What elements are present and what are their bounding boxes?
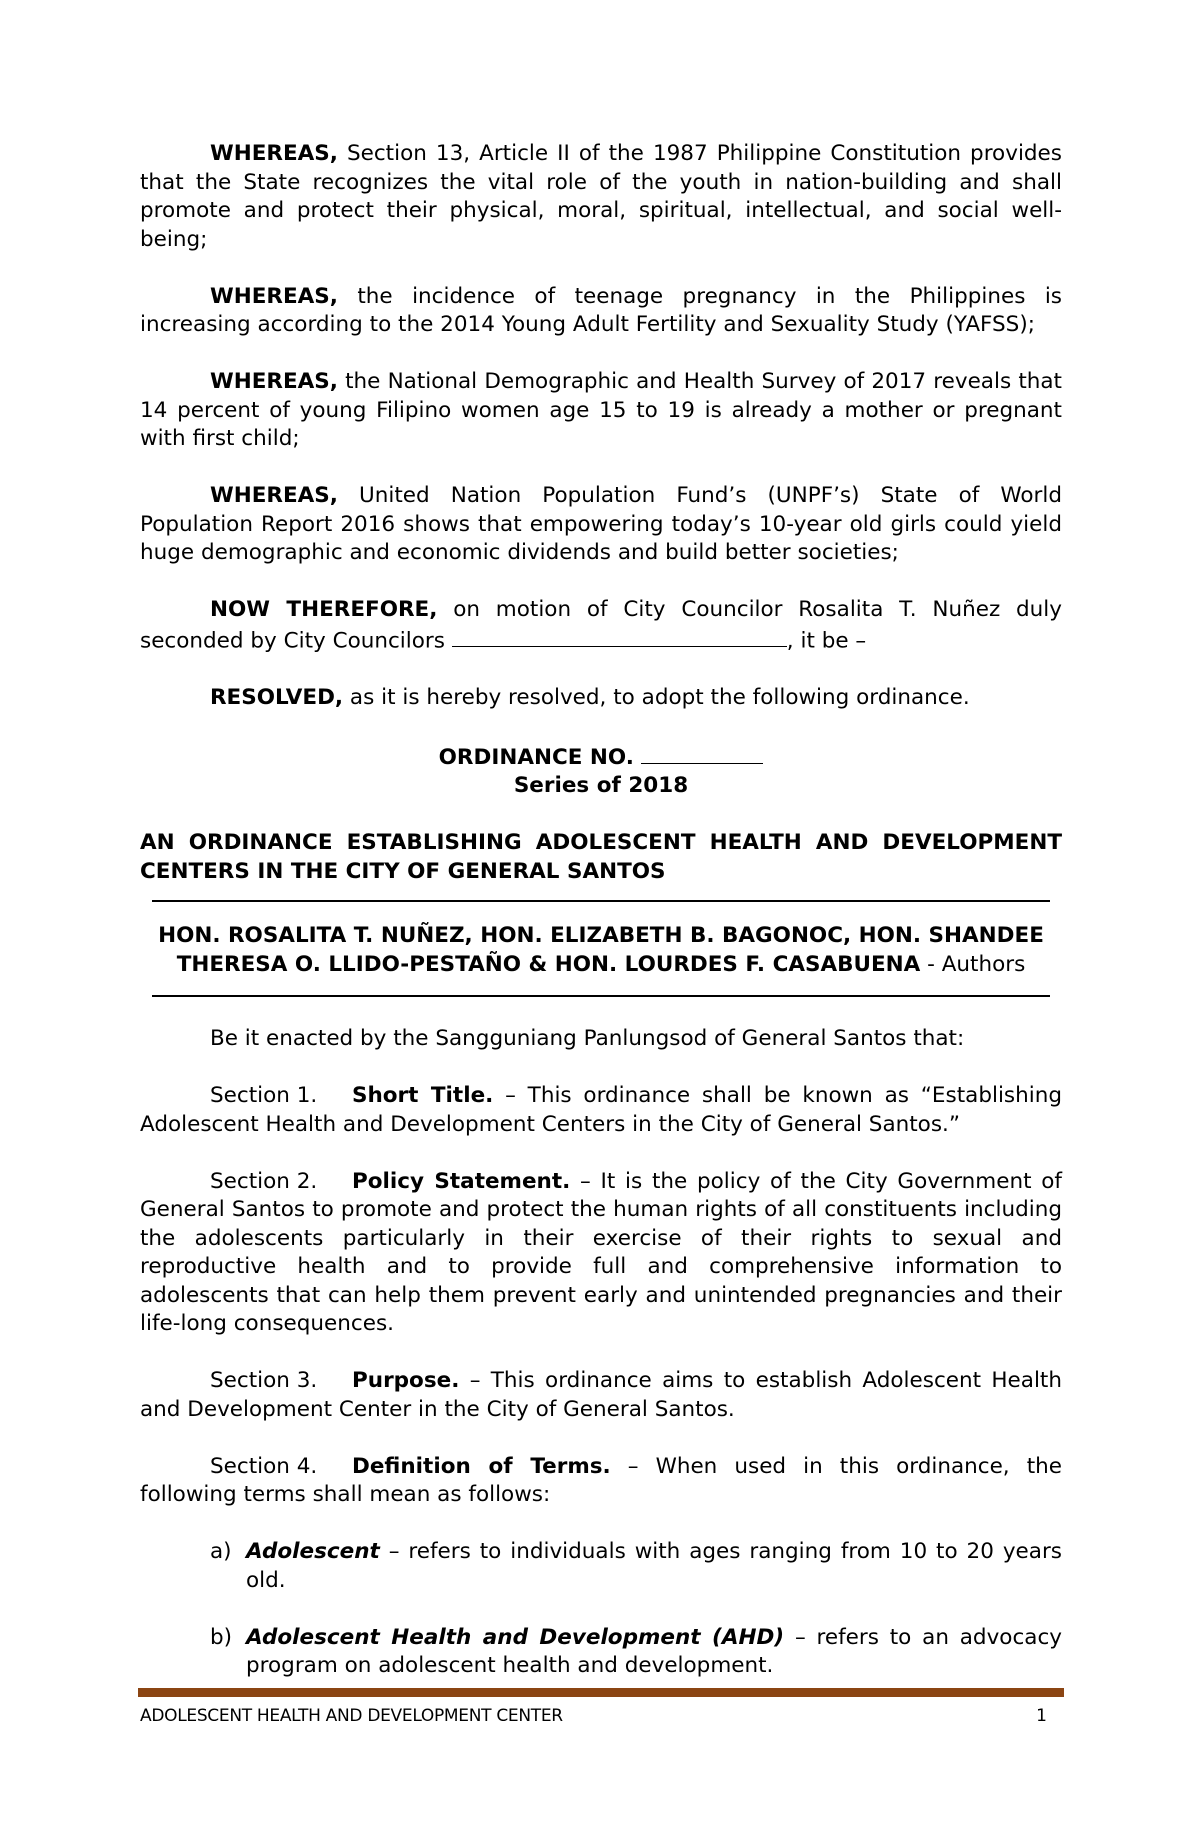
section-3 [140, 1367, 1062, 1424]
resolved-paragraph [140, 684, 1062, 713]
authors-line-2: THERESA O. LLIDO-PESTAÑO & HON. LOURDES F. CASABUENA [176, 951, 921, 977]
definition-body: – refers to individuals with ages ranging from 10 to 20 years old. [246, 1539, 1062, 1593]
ordinance-number-label: ORDINANCE NO. [438, 744, 642, 770]
paragraph-text: on motion of City Councilor Rosalita T. Nuñez duly seconded by City Councilors [140, 597, 1063, 653]
section-1 [140, 1082, 1062, 1139]
definition-term: Adolescent [246, 1539, 380, 1564]
whereas-paragraph-2 [140, 283, 1062, 340]
definition-term: Adolescent Health and Development (AHD) [246, 1624, 785, 1650]
paragraph-text: the incidence of teenage pregnancy in the Philippines is increasing according to the 2014 Young Adult Fertility and Sexuality Study (YAFSS); [140, 283, 1062, 337]
section-number: Section 2. [210, 1168, 318, 1194]
paragraph-text: United Nation Population Fund’s (UNPF’s) State of World Population Report 2016 shows that empowering today’s 10-year old girls could yield huge demographic and economic dividends and build better societies; [140, 483, 1062, 565]
paragraph-text: the National Demographic and Health Survey of 2017 reveals that 14 percent of young Filipino women age 15 to 19 is already a mother or pregnant with first child; [140, 369, 1062, 451]
definition-text [246, 1538, 1062, 1595]
section-2 [140, 1168, 1062, 1339]
section-heading: Purpose. [352, 1368, 460, 1393]
whereas-paragraph-4 [140, 482, 1062, 568]
section-text: – It is the policy of the City Government of General Santos to promote and protect the human rights of all constituents including the adolescents particularly in their exercise of their rights to sexual and reproductive health and to provide full and comprehensive information to adolescents that can help them prevent early and unintended pregnancies and their life-long consequences. [140, 1168, 1062, 1336]
whereas-paragraph-1 [140, 140, 1062, 254]
divider-bottom [152, 995, 1050, 997]
now-therefore-label: NOW THEREFORE, [210, 597, 438, 622]
whereas-label: WHEREAS, [210, 369, 338, 394]
section-text: – This ordinance shall be known as “Establishing Adolescent Health and Development Centers in the City of General Santos.” [140, 1083, 1062, 1137]
section-4 [140, 1453, 1062, 1510]
section-number: Section 1. [210, 1083, 318, 1108]
definition-label: a) [210, 1539, 232, 1564]
paragraph-text: Section 13, Article II of the 1987 Philippine Constitution provides that the State recognizes the vital role of the youth in nation-building and shall promote and protect their physical, moral, spiritual, intellectual, and social well-being; [140, 141, 1062, 252]
whereas-paragraph-3 [140, 368, 1062, 454]
divider-top [152, 900, 1050, 902]
section-text: – This ordinance aims to establish Adolescent Health and Development Center in the City of General Santos. [140, 1368, 1062, 1422]
footer-title: ADOLESCENT HEALTH AND DEVELOPMENT CENTER [140, 1706, 563, 1726]
ordinance-series [140, 772, 1062, 801]
definition-text [246, 1624, 1062, 1681]
ordinance-title: AN ORDINANCE ESTABLISHING ADOLESCENT HEALTH AND DEVELOPMENT CENTERS IN THE CITY OF GENERAL SANTOS [140, 830, 1062, 884]
authors-line-1: HON. ROSALITA T. NUÑEZ, HON. ELIZABETH B. BAGONOC, HON. SHANDEE [158, 923, 1044, 948]
definition-item-b [210, 1624, 1062, 1681]
definition-body: – refers to an advocacy program on adolescent health and development. [246, 1624, 1062, 1678]
ordinance-number [140, 741, 1062, 772]
ordinance-number-blank [641, 741, 763, 764]
resolved-label: RESOLVED, [210, 685, 344, 710]
councilors-blank [452, 625, 787, 648]
whereas-label: WHEREAS, [210, 141, 338, 166]
authors-block [140, 922, 1062, 979]
page-number: 1 [1036, 1706, 1047, 1726]
whereas-label: WHEREAS, [210, 483, 338, 508]
whereas-label: WHEREAS, [210, 283, 338, 309]
series-label: Series of 2018 [513, 773, 689, 798]
paragraph-text: as it is hereby resolved, to adopt the following ordinance. [343, 685, 970, 710]
section-number: Section 4. [210, 1453, 318, 1479]
document-body [140, 140, 1062, 1709]
section-heading: Policy Statement. [352, 1168, 571, 1194]
definition-item-a [210, 1538, 1062, 1595]
footer-rule [138, 1688, 1064, 1697]
paragraph-tail: , it be – [786, 628, 867, 653]
now-therefore-paragraph [140, 596, 1062, 656]
authors-suffix: - Authors [920, 951, 1026, 977]
section-text: – When used in this ordinance, the following terms shall mean as follows: [140, 1453, 1062, 1507]
section-heading: Short Title. [352, 1083, 494, 1108]
section-number: Section 3. [210, 1368, 318, 1393]
definition-label: b) [210, 1624, 233, 1650]
enacting-clause: Be it enacted by the Sangguniang Panlungsod of General Santos that: [210, 1026, 965, 1051]
section-heading: Definition of Terms. [352, 1453, 611, 1479]
